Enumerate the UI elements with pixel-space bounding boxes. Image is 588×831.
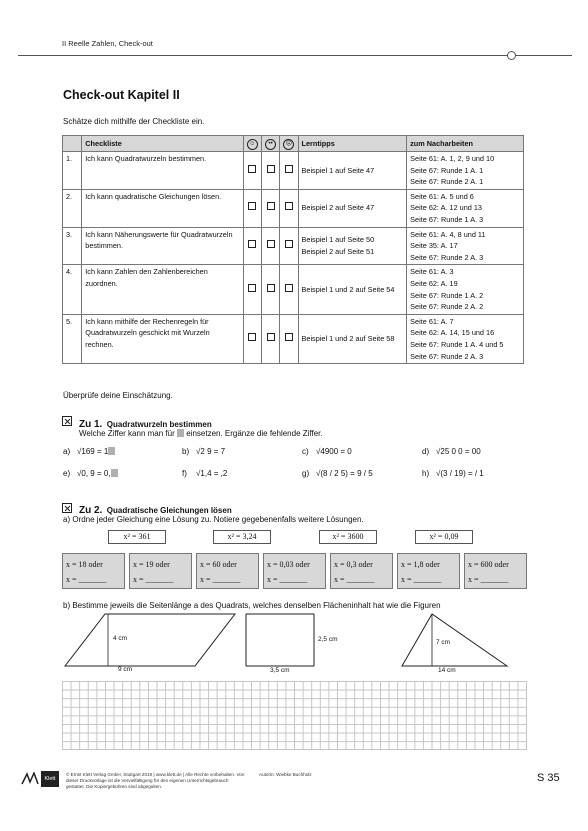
header-rule-dot xyxy=(507,51,516,60)
ref-line: Seite 61: A. 3 xyxy=(410,267,454,277)
task-1e: e) √0, 9 = 0, xyxy=(63,469,118,478)
exercise-icon xyxy=(62,503,72,513)
sad-face-icon: ☹ xyxy=(283,139,294,150)
row-statement: Ich kann mithilfe der Rechenregeln für Quadratwurzeln geschickt mit Wurzeln rechnen. xyxy=(82,314,243,363)
parallelogram-shape xyxy=(65,614,235,666)
solution-card[interactable]: x = 60 oder x = _______ xyxy=(196,553,259,589)
solution-card[interactable]: x = 600 oder x = _______ xyxy=(464,553,527,589)
math-expression: √2 9 = 7 xyxy=(196,447,226,456)
section2-number: Zu 2. xyxy=(79,505,103,516)
header-rule xyxy=(18,55,510,56)
tip-line: Beispiel 1 und 2 auf Seite 54 xyxy=(301,284,395,294)
placeholder-box-icon xyxy=(177,429,184,437)
ref-line: Seite 61: A. 5 und 6 xyxy=(410,191,474,201)
math-expression: √0, 9 = 0, xyxy=(77,469,111,478)
ref-line: Seite 61: A. 4, 8 und 11 xyxy=(410,229,486,239)
task-1b: b) √2 9 = 7 xyxy=(182,447,226,456)
page-number: S 35 xyxy=(537,772,560,784)
task-1g: g) √(8 / 2 5) = 9 / 5 xyxy=(302,469,373,478)
table-row xyxy=(63,227,524,265)
tip-line: Beispiel 2 auf Seite 51 xyxy=(301,246,375,256)
table-row xyxy=(63,189,524,227)
task-1f: f) √1,4 = ,2 xyxy=(182,469,228,478)
table-row xyxy=(63,265,524,314)
tip-line: Beispiel 1 und 2 auf Seite 58 xyxy=(301,334,395,344)
solution-card[interactable]: x = 18 oder x = _______ xyxy=(62,553,125,589)
triangle-base-label: 14 cm xyxy=(438,667,456,674)
row-number: 5. xyxy=(63,314,82,363)
checkbox-good[interactable] xyxy=(248,284,256,292)
row-statement: Ich kann Näherungswerte für Quadratwurzeln bestimmen. xyxy=(82,227,243,265)
task-1c: c) √4900 = 0 xyxy=(302,447,352,456)
ref-line: Seite 61: A. 7 xyxy=(410,316,454,326)
math-expression: √(3 / 19) = / 1 xyxy=(436,469,484,478)
row-number: 3. xyxy=(63,227,82,265)
checkbox-good[interactable] xyxy=(248,240,256,248)
row-number: 1. xyxy=(63,152,82,190)
rectangle-height-label: 2,5 cm xyxy=(318,636,338,643)
checkbox-good[interactable] xyxy=(248,202,256,210)
section1-title: Quadratwurzeln bestimmen xyxy=(106,420,212,429)
math-expression: √4900 = 0 xyxy=(316,447,352,456)
answer-grid[interactable] xyxy=(62,681,527,750)
checkbox-medium[interactable] xyxy=(267,284,275,292)
checkbox-medium[interactable] xyxy=(267,240,275,248)
exercise-icon xyxy=(62,416,72,426)
task-2a-instruction: a) Ordne jeder Gleichung eine Lösung zu. Notiere gegebenenfalls weitere Lösungen. xyxy=(63,515,364,524)
fill-in-box[interactable] xyxy=(108,447,115,455)
header-rework: zum Nacharbeiten xyxy=(407,136,524,152)
ref-line: Seite 35: A. 17 xyxy=(410,241,458,251)
tip-line: Beispiel 1 auf Seite 50 xyxy=(301,235,375,245)
row-statement: Ich kann Zahlen den Zahlenbereichen zuordnen. xyxy=(82,265,243,314)
checkbox-good[interactable] xyxy=(248,165,256,173)
ref-line: Seite 67: Runde 2 A. 1 xyxy=(410,177,484,187)
solution-card[interactable]: x = 0,03 oder x = _______ xyxy=(263,553,326,589)
equation-box: x² = 0,09 xyxy=(415,530,473,544)
row-number: 2. xyxy=(63,189,82,227)
happy-face-icon: ☺ xyxy=(247,139,258,150)
ref-line: Seite 67: Runde 1 A. 1 xyxy=(410,165,484,175)
self-check-note: Überprüfe deine Einschätzung. xyxy=(63,391,173,400)
math-expression: √1,4 = ,2 xyxy=(196,469,228,478)
section2-title: Quadratische Gleichungen lösen xyxy=(106,506,232,515)
triangle-shape xyxy=(402,614,507,666)
fill-in-box[interactable] xyxy=(111,469,118,477)
ref-line: Seite 62: A. 14, 15 und 16 xyxy=(410,328,495,338)
checkbox-good[interactable] xyxy=(248,333,256,341)
math-expression: √169 = 1 xyxy=(77,447,109,456)
checkbox-poor[interactable] xyxy=(285,240,293,248)
rectangle-shape xyxy=(246,614,314,666)
parallelogram-height-label: 4 cm xyxy=(113,635,128,642)
klett-logo: Klett xyxy=(41,771,59,787)
ref-line: Seite 61: A. 1, 2, 9 und 10 xyxy=(410,154,495,163)
tip-line: Beispiel 1 auf Seite 47 xyxy=(301,165,375,175)
task-1a: a) √169 = 1 xyxy=(63,447,115,456)
tip-line: Beispiel 2 auf Seite 47 xyxy=(301,203,375,213)
header-rule-end xyxy=(516,55,572,56)
table-header-row xyxy=(63,136,524,152)
checkbox-medium[interactable] xyxy=(267,333,275,341)
table-row xyxy=(63,314,524,363)
rectangle-width-label: 3,5 cm xyxy=(270,667,290,674)
task-1d: d) √25 0 0 = 00 xyxy=(422,447,481,456)
ref-line: Seite 62: A. 19 xyxy=(410,278,458,288)
author-credit: Autorin: Wiebke Buchholz xyxy=(259,772,312,777)
task-2b-instruction: b) Bestimme jeweils die Seitenlänge a des Quadrats, welches denselben Flächeninhalt hat wie die Figuren xyxy=(63,601,441,610)
checkbox-poor[interactable] xyxy=(285,333,293,341)
neutral-face-icon: •• xyxy=(265,139,276,150)
ref-line: Seite 67: Runde 1 A. 3 xyxy=(410,214,484,224)
header-checklist: Checkliste xyxy=(82,136,243,152)
solution-card[interactable]: x = 0,3 oder x = _______ xyxy=(330,553,393,589)
section1-number: Zu 1. xyxy=(79,419,103,430)
running-header: II Reelle Zahlen, Check-out xyxy=(62,39,153,48)
ref-line: Seite 67: Runde 2 A. 2 xyxy=(410,302,484,312)
page-title: Check-out Kapitel II xyxy=(63,88,180,102)
copyright-notice: © Ernst Klett Verlag GmbH, Stuttgart 2019 | www.klett.de | Alle Rechte vorbehalten. Von dieser Druckvorlage ist die Vervielfältigung für den eigenen Unterrichtsgebrauch gestattet. Die Kopiergebühren sind abgegolten. xyxy=(66,772,245,789)
solution-card[interactable]: x = 19 oder x = _______ xyxy=(129,553,192,589)
table-row xyxy=(63,152,524,190)
row-statement: Ich kann Quadratwurzeln bestimmen. xyxy=(82,152,243,190)
triangle-height-label: 7 cm xyxy=(436,639,451,646)
row-number: 4. xyxy=(63,265,82,314)
ref-line: Seite 67: Runde 1 A. 2 xyxy=(410,290,484,300)
task-1h: h) √(3 / 19) = / 1 xyxy=(422,469,484,478)
section1-instruction: Welche Ziffer kann man für einsetzen. Ergänze die fehlende Ziffer. xyxy=(79,429,323,438)
math-expression: √25 0 0 = 00 xyxy=(436,447,481,456)
math-expression: √(8 / 2 5) = 9 / 5 xyxy=(316,469,373,478)
equation-box: x² = 361 xyxy=(108,530,166,544)
checklist-table xyxy=(62,135,524,364)
intro-text: Schätze dich mithilfe der Checkliste ein. xyxy=(63,117,205,126)
row-statement: Ich kann quadratische Gleichungen lösen. xyxy=(82,189,243,227)
ref-line: Seite 67: Runde 2 A. 3 xyxy=(410,252,484,262)
checkbox-medium[interactable] xyxy=(267,165,275,173)
checkbox-poor[interactable] xyxy=(285,284,293,292)
parallelogram-base-label: 9 cm xyxy=(118,666,133,673)
ref-line: Seite 67: Runde 2 A. 3 xyxy=(410,351,484,361)
equation-box: x² = 3600 xyxy=(319,530,377,544)
header-tips: Lerntipps xyxy=(298,136,407,152)
solution-card[interactable]: x = 1,8 oder x = _______ xyxy=(397,553,460,589)
checkbox-medium[interactable] xyxy=(267,202,275,210)
checkbox-poor[interactable] xyxy=(285,165,293,173)
checkbox-poor[interactable] xyxy=(285,202,293,210)
klett-leaf-logo-icon xyxy=(20,772,40,786)
ref-line: Seite 67: Runde 1 A. 4 und 5 xyxy=(410,339,504,349)
ref-line: Seite 62: A. 12 und 13 xyxy=(410,203,482,213)
equation-box: x² = 3,24 xyxy=(213,530,271,544)
